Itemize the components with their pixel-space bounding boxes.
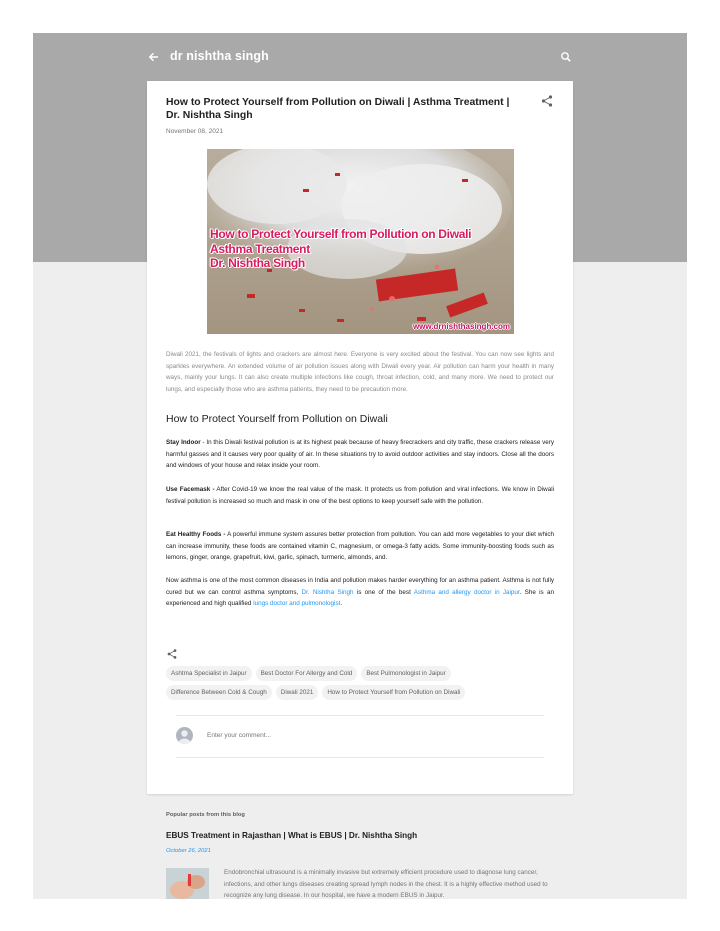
closing-text: is one of the best — [353, 588, 414, 596]
blog-title[interactable]: dr nishtha singh — [170, 49, 269, 63]
doctor-link[interactable]: Dr. Nishtha Singh — [301, 588, 354, 596]
stay-indoor-paragraph — [166, 437, 554, 472]
comment-input[interactable] — [207, 732, 295, 739]
blog-header — [147, 47, 573, 67]
healthy-foods-paragraph — [166, 529, 554, 564]
section-heading: How to Protect Yourself from Pollution on Diwali — [166, 413, 388, 425]
share-icon[interactable] — [540, 94, 554, 108]
user-avatar-icon — [176, 727, 193, 744]
hero-url: www.drnishthasingh.com — [412, 322, 510, 331]
label-chip[interactable]: Diwali 2021 — [276, 685, 319, 700]
asthma-doctor-link[interactable]: Asthma and allergy doctor in Jaipur — [413, 588, 520, 596]
label-chip[interactable]: Best Pulmonologist in Jaipur — [361, 666, 450, 681]
divider — [176, 757, 544, 758]
label-chip[interactable]: Ashtma Specialist in Jaipur — [166, 666, 252, 681]
arrow-left-icon[interactable] — [147, 48, 161, 66]
paragraph-text: - In this Diwali festival pollution is at its highest peak because of heavy firecrackers and city traffic, these crackers release very harmful gasses and it causes very poor quality of air. In these situations try to avoid outdoor activities and stay indoors. Close all the doors and windows of your house and relax inside your room. — [166, 439, 554, 470]
hero-line: Dr. Nishtha Singh — [210, 256, 305, 270]
post-date: November 08, 2021 — [166, 128, 224, 135]
divider — [176, 715, 544, 716]
hero-line: Asthma Treatment — [210, 241, 310, 256]
label-chip[interactable]: How to Protect Yourself from Pollution on Diwali — [322, 685, 465, 700]
hero-line: How to Protect Yourself from Pollution on Diwali — [210, 227, 472, 241]
paragraph-label: Stay Indoor — [166, 439, 201, 446]
closing-text: . — [340, 600, 343, 608]
label-chip[interactable]: Best Doctor For Allergy and Cold — [256, 666, 358, 681]
paragraph-label: Eat Healthy Foods - — [166, 531, 226, 538]
share-icon[interactable] — [166, 647, 178, 659]
closing-paragraph — [166, 575, 554, 610]
closing-text: Now asthma is one of the most common diseases in India and pollution makes harder everything for an asthma patient. Asthma is not fully cured but we can control asthma symptoms, — [166, 577, 554, 596]
closing-text: . She is an experienced and high qualified — [166, 588, 554, 608]
paragraph-text: A powerful immune system assures better protection from pollution. You can add more vegetables to your diet which can increase immunity, these foods are contained vitamin C, magnesium, or omega-3 fatty acids. Some immunity-boosting foods such as lemons, ginger, orange, grapefruit, kiwi, garlic, spinach, turmeric, almonds, and. — [166, 531, 555, 562]
paragraph-label: Use Facemask - — [166, 486, 215, 493]
label-chip[interactable]: Difference Between Cold & Cough — [166, 685, 272, 700]
popular-heading: Popular posts from this blog — [166, 812, 245, 818]
popular-post-snippet: Endobronchial ultrasound is a minimally invasive but extremely efficient procedure used to diagnose lung cancer, infections, and other lungs diseases creating spread lymph nodes in the chest. It is a highly effective method used to recognize any lung disease. In our hospital, we have a modern EBUS in Jaipur. — [224, 869, 548, 899]
hero-overlay-text — [210, 227, 471, 271]
intro-paragraph: Diwali 2021, the festivals of lights and crackers are almost here. Everyone is very excited about the festival. You can now see lights and sparkles everywhere. An extended volume of air pollution issues along with Diwali every year. Air pollution can harm your health in many ways, mainly your lungs. It can also create multiple infections like cough, throat infection, cold, and many more. We need to protect our lungs, and especially those who are asthma patients, they need to be precaution more. — [166, 351, 554, 393]
pulmonologist-link[interactable]: lungs doctor and pulmonologist — [253, 600, 341, 608]
post-title: How to Protect Yourself from Pollution on Diwali | Asthma Treatment | Dr. Nishtha Singh — [166, 97, 510, 121]
popular-post-thumbnail[interactable] — [166, 868, 209, 899]
paragraph-text: After Covid-19 we know the real value of the mask. It protects us from pollution and viral infections. We know in Diwali festival pollution is increased so much and mask in one of the best options to keep yourself safe with the pollution. — [166, 486, 554, 505]
popular-post-date: October 26, 2021 — [166, 848, 211, 854]
post-card — [147, 81, 573, 794]
comment-box[interactable] — [176, 726, 544, 746]
page-canvas — [33, 33, 687, 899]
search-icon[interactable] — [559, 49, 573, 65]
hero-image — [207, 149, 514, 334]
facemask-paragraph — [166, 484, 554, 507]
post-labels — [166, 666, 556, 704]
popular-post-title[interactable]: EBUS Treatment in Rajasthan | What is EBUS | Dr. Nishtha Singh — [166, 831, 418, 840]
